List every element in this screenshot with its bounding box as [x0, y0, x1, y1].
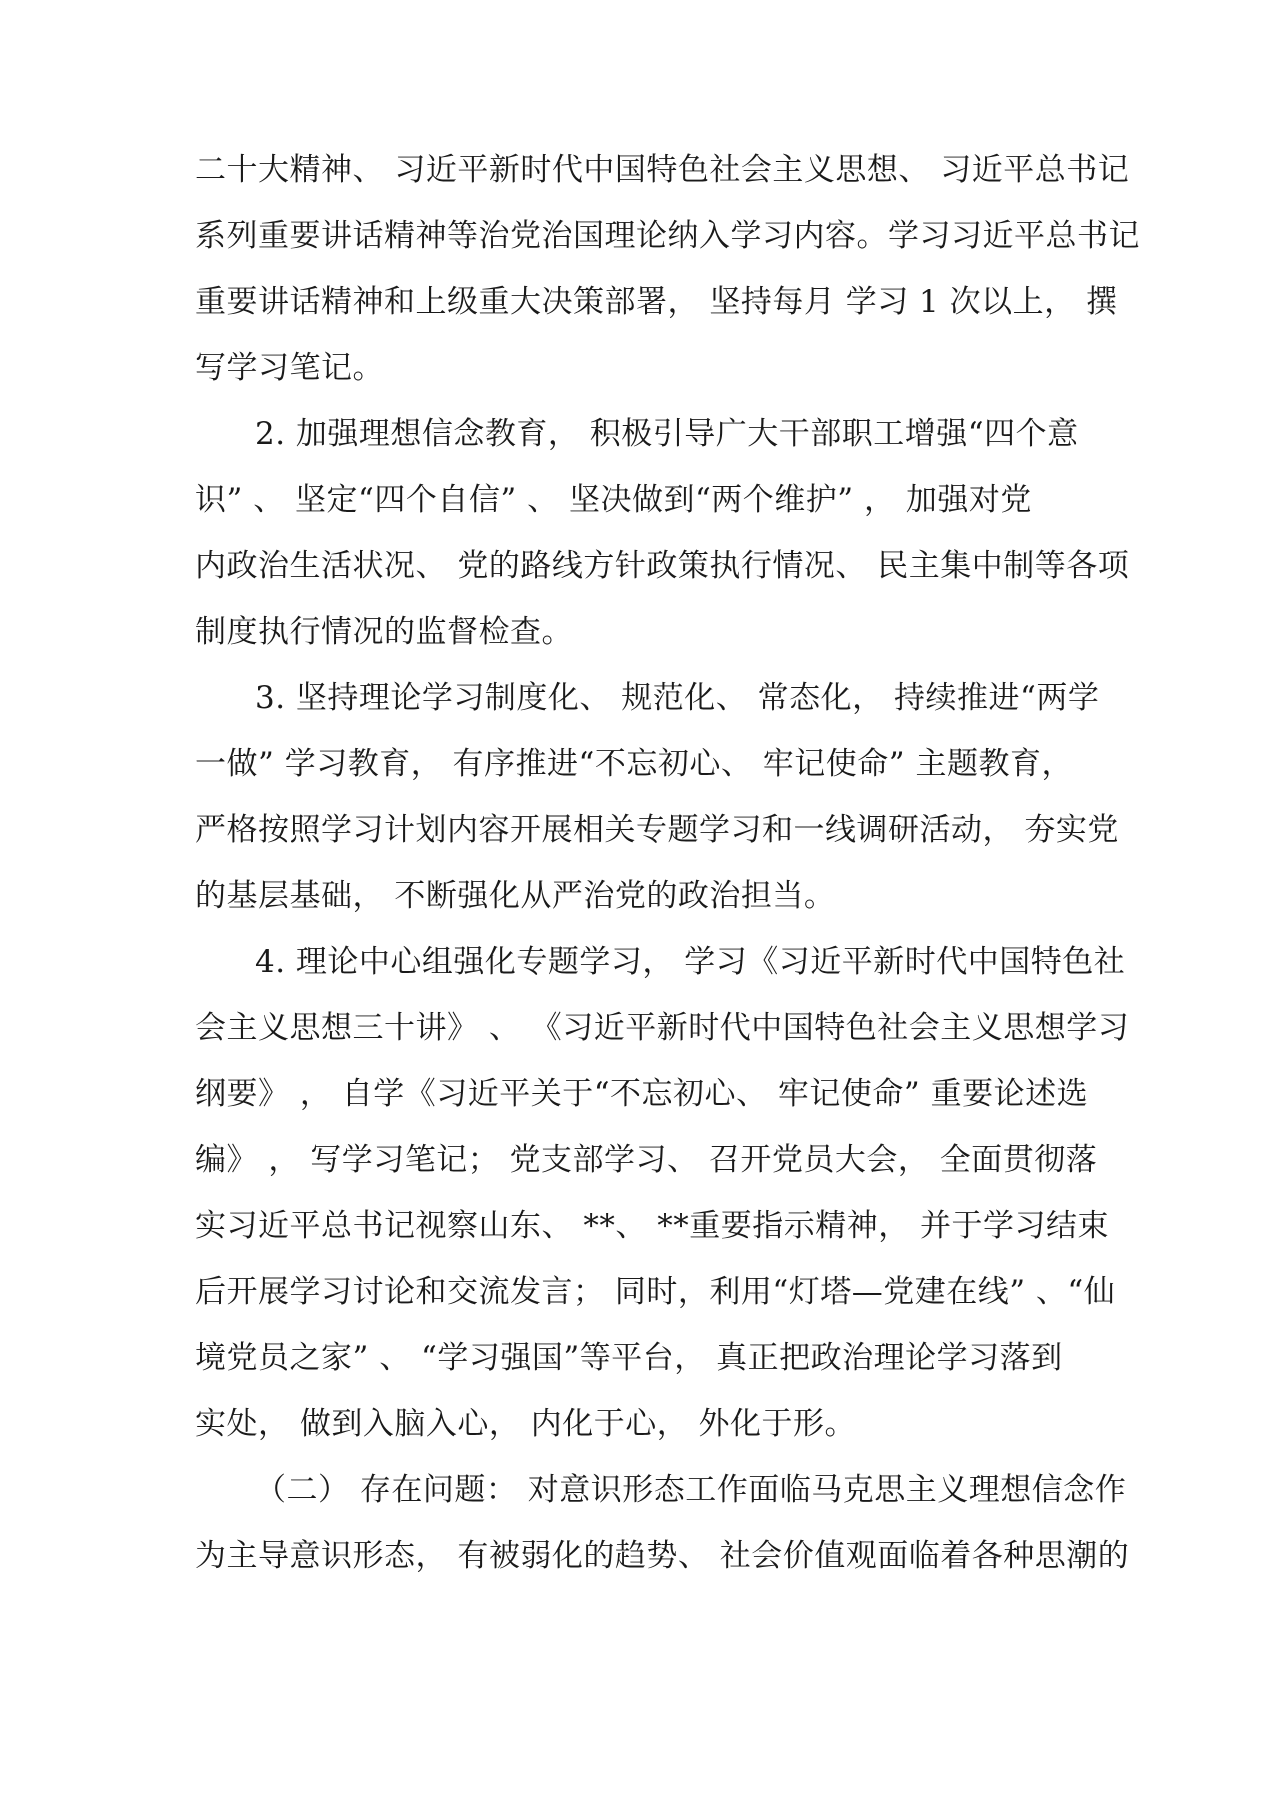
- text-line: 写学习笔记。: [195, 350, 384, 386]
- text-line: 制度执行情况的监督检查。: [195, 614, 573, 650]
- text-line: 严格按照学习计划内容开展相关专题学习和一线调研活动， 夯实党: [195, 812, 1119, 848]
- text-line: 编》 ， 写学习笔记； 党支部学习、 召开党员大会， 全面贯彻落: [195, 1142, 1098, 1178]
- text-line: 二十大精神、 习近平新时代中国特色社会主义思想、 习近平总书记: [195, 152, 1130, 188]
- text-line: 4. 理论中心组强化专题学习， 学习《习近平新时代中国特色社: [255, 944, 1126, 980]
- text-line: 实习近平总书记视察山东、 **、 **重要指示精神， 并于学习结束: [195, 1208, 1110, 1244]
- text-line: 会主义思想三十讲》 、 《习近平新时代中国特色社会主义思想学习: [195, 1010, 1130, 1046]
- text-line: 重要讲话精神和上级重大决策部署， 坚持每月 学习 1 次以上， 撰: [195, 284, 1118, 320]
- text-line: 一做” 学习教育， 有序推进“不忘初心、 牢记使命” 主题教育，: [195, 746, 1073, 782]
- text-line: （二） 存在问题： 对意识形态工作面临马克思主义理想信念作: [255, 1472, 1127, 1508]
- text-line: 实处， 做到入脑入心， 内化于心， 外化于形。: [195, 1406, 857, 1442]
- text-line: 2. 加强理想信念教育， 积极引导广大干部职工增强“四个意: [255, 416, 1079, 452]
- text-line: 的基层基础， 不断强化从严治党的政治担当。: [195, 878, 836, 914]
- text-line: 境党员之家” 、 “学习强国”等平台， 真正把政治理论学习落到: [195, 1340, 1063, 1376]
- text-line: 系列重要讲话精神等治党治国理论纳入学习内容。学习习近平总书记: [195, 218, 1140, 254]
- text-line: 识” 、 坚定“四个自信” 、 坚决做到“两个维护” ， 加强对党: [195, 482, 1032, 518]
- text-line: 后开展学习讨论和交流发言； 同时，利用“灯塔—党建在线” 、“仙: [195, 1274, 1116, 1310]
- text-line: 3. 坚持理论学习制度化、 规范化、 常态化， 持续推进“两学: [255, 680, 1100, 716]
- text-line: 为主导意识形态， 有被弱化的趋势、 社会价值观面临着各种思潮的: [195, 1538, 1130, 1574]
- text-line: 内政治生活状况、 党的路线方针政策执行情况、 民主集中制等各项: [195, 548, 1130, 584]
- text-line: 纲要》 ， 自学《习近平关于“不忘初心、 牢记使命” 重要论述选: [195, 1076, 1089, 1112]
